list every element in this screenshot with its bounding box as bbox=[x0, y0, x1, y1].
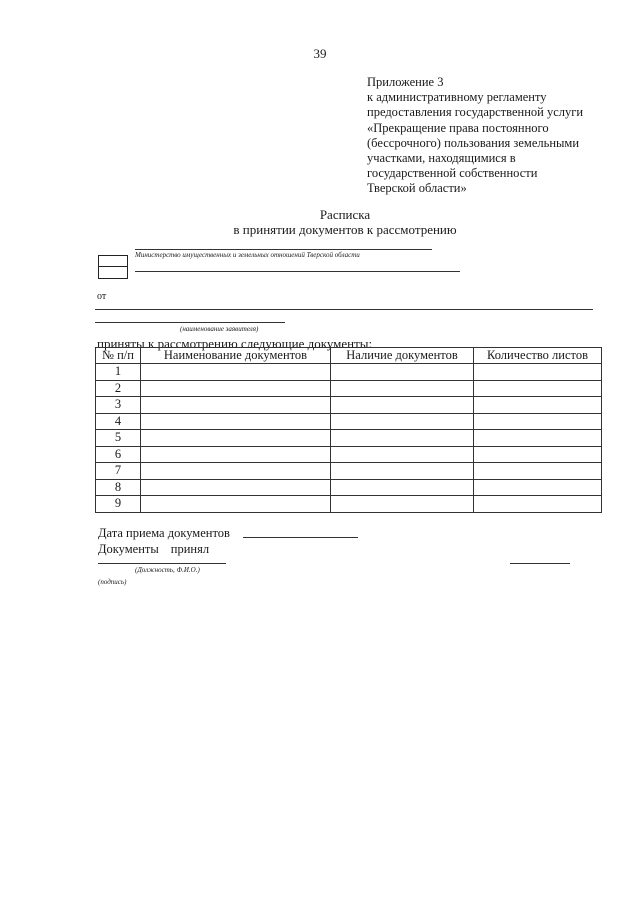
cell-name[interactable] bbox=[141, 413, 331, 430]
accepted-by-label bbox=[98, 542, 209, 557]
cell-sheets[interactable] bbox=[474, 496, 602, 513]
org-top-line bbox=[135, 249, 432, 250]
cell-sheets[interactable] bbox=[474, 380, 602, 397]
row-number: 8 bbox=[96, 479, 141, 496]
accepted-by-word: принял bbox=[170, 542, 210, 556]
applicant-line-short bbox=[95, 322, 285, 323]
table-header-row bbox=[96, 348, 602, 364]
cell-name[interactable] bbox=[141, 463, 331, 480]
appendix-line: к административному регламенту bbox=[367, 90, 547, 105]
cell-sheets[interactable] bbox=[474, 413, 602, 430]
cell-name[interactable] bbox=[141, 446, 331, 463]
table-row bbox=[96, 380, 602, 397]
row-number: 1 bbox=[96, 364, 141, 381]
appendix-line: (бессрочного) пользования земельными bbox=[367, 135, 580, 150]
table-row bbox=[96, 463, 602, 480]
row-number: 6 bbox=[96, 446, 141, 463]
row-number: 4 bbox=[96, 413, 141, 430]
cell-sheets[interactable] bbox=[474, 364, 602, 381]
column-header-availability: Наличие документов bbox=[331, 348, 474, 364]
cell-sheets[interactable] bbox=[474, 397, 602, 414]
cell-availability[interactable] bbox=[331, 446, 474, 463]
cell-sheets[interactable] bbox=[474, 430, 602, 447]
org-box bbox=[98, 255, 128, 279]
cell-name[interactable] bbox=[141, 364, 331, 381]
row-number: 5 bbox=[96, 430, 141, 447]
accepted-by-word: Документы bbox=[98, 542, 159, 556]
signature-caption: (подпись) bbox=[98, 578, 127, 586]
row-number: 7 bbox=[96, 463, 141, 480]
date-label: Дата приема документов bbox=[98, 526, 230, 540]
row-number: 2 bbox=[96, 380, 141, 397]
documents-table bbox=[95, 347, 602, 513]
column-header-number: № п/п bbox=[96, 348, 141, 364]
org-box-divider bbox=[98, 266, 128, 267]
organization-caption: Министерство имущественных и земельных отношений Тверской области bbox=[135, 251, 360, 259]
from-label: от bbox=[97, 291, 107, 302]
cell-sheets[interactable] bbox=[474, 479, 602, 496]
receipt-subtitle: в принятии документов к рассмотрению bbox=[233, 222, 457, 237]
cell-name[interactable] bbox=[141, 479, 331, 496]
applicant-line bbox=[95, 309, 593, 310]
cell-name[interactable] bbox=[141, 397, 331, 414]
cell-availability[interactable] bbox=[331, 380, 474, 397]
date-line bbox=[243, 537, 358, 538]
position-caption: (Должность, Ф.И.О.) bbox=[135, 566, 200, 574]
table-row bbox=[96, 430, 602, 447]
appendix-line: участками, находящимися в bbox=[367, 151, 516, 166]
cell-availability[interactable] bbox=[331, 364, 474, 381]
table-row bbox=[96, 446, 602, 463]
receipt-title-block bbox=[0, 207, 640, 237]
cell-name[interactable] bbox=[141, 496, 331, 513]
cell-name[interactable] bbox=[141, 380, 331, 397]
table-row bbox=[96, 364, 602, 381]
table-row bbox=[96, 413, 602, 430]
column-header-name: Наименование документов bbox=[141, 348, 331, 364]
applicant-caption: (наименование заявителя) bbox=[180, 325, 259, 333]
position-line bbox=[98, 563, 226, 564]
appendix-line: Тверской области» bbox=[367, 181, 467, 196]
page-number: 39 bbox=[313, 46, 327, 61]
cell-availability[interactable] bbox=[331, 397, 474, 414]
org-bottom-line bbox=[135, 271, 460, 272]
cell-availability[interactable] bbox=[331, 463, 474, 480]
cell-availability[interactable] bbox=[331, 479, 474, 496]
cell-availability[interactable] bbox=[331, 430, 474, 447]
table-row bbox=[96, 496, 602, 513]
cell-availability[interactable] bbox=[331, 413, 474, 430]
row-number: 3 bbox=[96, 397, 141, 414]
table-row bbox=[96, 479, 602, 496]
table-row bbox=[96, 397, 602, 414]
appendix-heading bbox=[367, 75, 627, 197]
cell-availability[interactable] bbox=[331, 496, 474, 513]
appendix-line: государственной собственности bbox=[367, 166, 538, 181]
accepted-documents-text: приняты к рассмотрению следующие документы: bbox=[97, 336, 373, 351]
cell-name[interactable] bbox=[141, 430, 331, 447]
receipt-title: Расписка bbox=[319, 207, 371, 222]
appendix-line: Приложение 3 bbox=[367, 75, 444, 89]
row-number: 9 bbox=[96, 496, 141, 513]
column-header-sheets: Количество листов bbox=[474, 348, 602, 364]
signature-line bbox=[510, 563, 570, 564]
cell-sheets[interactable] bbox=[474, 463, 602, 480]
appendix-line: предоставления государственной услуги bbox=[367, 105, 584, 120]
cell-sheets[interactable] bbox=[474, 446, 602, 463]
appendix-line: «Прекращение права постоянного bbox=[367, 120, 549, 135]
